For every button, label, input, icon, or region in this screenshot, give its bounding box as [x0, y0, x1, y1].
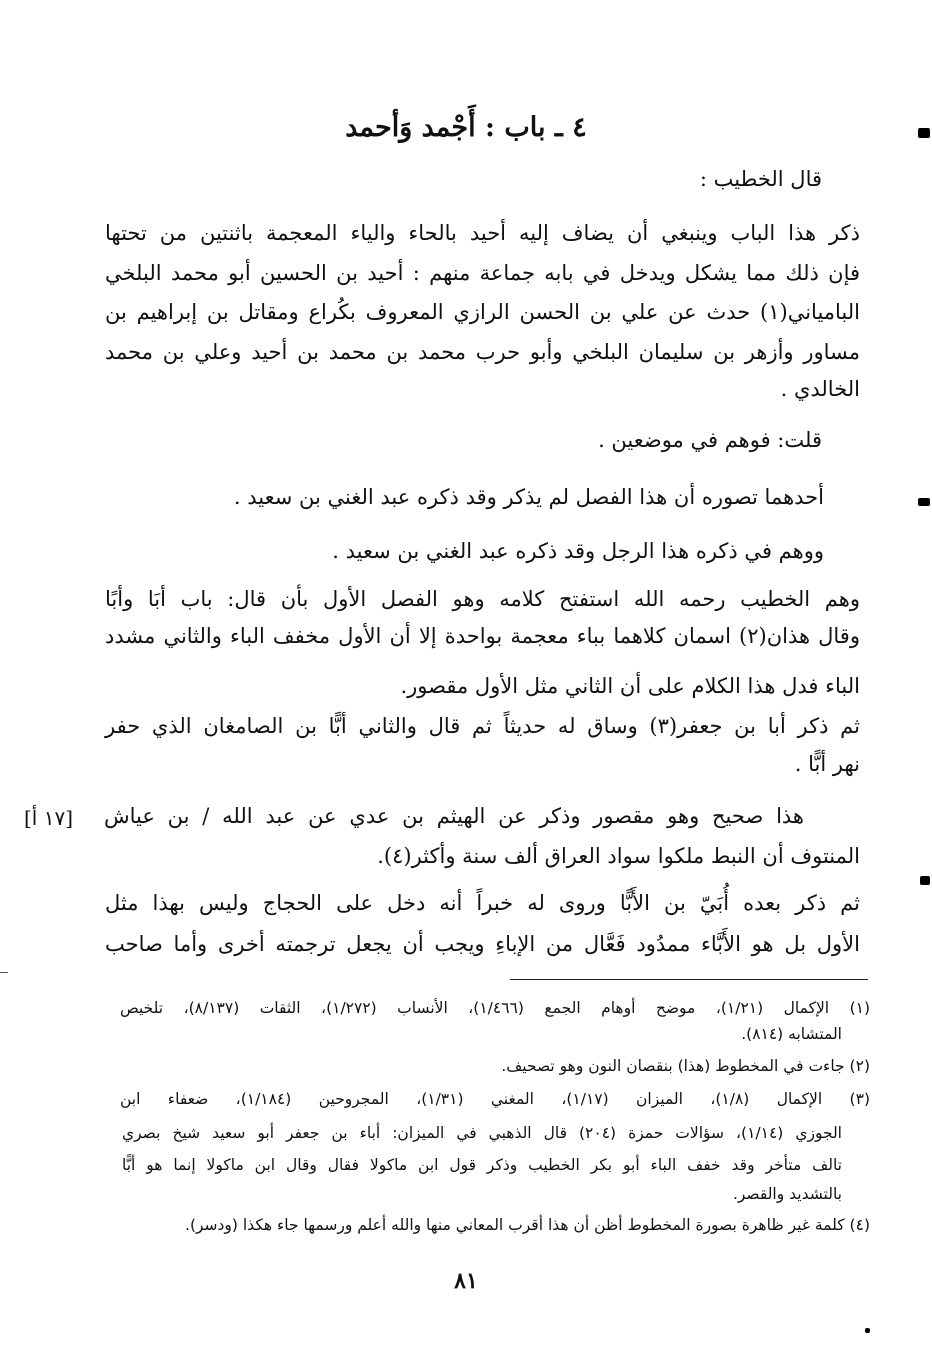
footnote-line: تالف متأخر وقد خفف الباء أبو بكر الخطيب وذكر قول ابن ماكولا فقال وقال ابن ماكولا إنما هو أبًّا — [122, 1156, 842, 1174]
paragraph-line: المنتوف أن النبط ملكوا سواد العراق ألف سنة وأكثر(٤). — [377, 844, 860, 868]
paragraph-line: قال الخطيب : — [699, 167, 822, 191]
paragraph-line: الخالدي . — [780, 377, 860, 401]
footnote-line: (٢) جاءت في المخطوط (هذا) بنقصان النون وهو تصحيف. — [501, 1057, 870, 1075]
paragraph-line: البامياني(١) حدث عن علي بن الحسن الرازي المعروف بكُراع ومقاتل بن إبراهيم بن — [105, 300, 860, 324]
footnote-line: (١) الإكمال (١/٢١)، موضح أوهام الجمع (١/٤٦٦)، الأنساب (١/٢٧٢)، الثقات (٨/١٣٧)، تلخيص — [120, 999, 871, 1017]
scan-mark — [918, 498, 930, 506]
paragraph-line: هذا صحيح وهو مقصور وذكر عن الهيثم بن عدي عن عبد الله / بن عياش — [104, 804, 804, 828]
footnote-line: بالتشديد والقصر. — [732, 1185, 842, 1203]
scan-mark — [865, 1328, 870, 1333]
paragraph-line: ذكر هذا الباب وينبغي أن يضاف إليه أحيد بالحاء والياء المعجمة باثنتين من تحتها — [105, 221, 860, 245]
scan-mark — [0, 972, 8, 973]
page-number: ٨١ — [454, 1268, 478, 1294]
paragraph-line: أحدهما تصوره أن هذا الفصل لم يذكر وقد ذكره عبد الغني بن سعيد . — [233, 485, 824, 509]
footnote-line: الجوزي (١/١٤)، سؤالات حمزة (٢٠٤) قال الذهبي في الميزان: أباء بن جعفر أبو سعيد شيخ بصري — [122, 1124, 842, 1142]
paragraph-line: وهم الخطيب رحمه الله استفتح كلامه وهو الفصل الأول بأن قال: باب أبَا وأبًا — [105, 587, 860, 611]
footnote-separator — [510, 979, 868, 980]
paragraph-line: ووهم في ذكره هذا الرجل وقد ذكره عبد الغني بن سعيد . — [332, 539, 824, 563]
footnote-line: المتشابه (٨١٤). — [741, 1025, 842, 1043]
paragraph-line: قلت: فوهم في موضعين . — [598, 428, 822, 452]
folio-marker: [١٧ أ] — [24, 806, 74, 830]
paragraph-line: نهر أبًّا . — [794, 752, 860, 776]
paragraph-line: الأول بل هو الأَبَّاء ممدُود فَعَّال من الإباءِ ويجب أن يجعل ترجمته أخرى وأما صاحب — [105, 932, 860, 956]
paragraph-line: الباء فدل هذا الكلام على أن الثاني مثل الأول مقصور. — [400, 674, 860, 698]
footnote-line: (٣) الإكمال (١/٨)، الميزان (١/١٧)، المغني (١/٣١)، المجروحين (١/١٨٤)، ضعفاء ابن — [120, 1090, 870, 1108]
paragraph-line: مساور وأزهر بن سليمان البلخي وأبو حرب محمد بن محمد بن أحيد وعلي بن محمد — [105, 340, 860, 364]
chapter-title: ٤ ـ باب : أَجْمد وَأحمد — [345, 112, 587, 143]
paragraph-line: فإن ذلك مما يشكل ويدخل في بابه جماعة منهم : أحيد بن الحسين أبو محمد البلخي — [105, 261, 861, 285]
scan-mark — [920, 876, 930, 885]
footnote-line: (٤) كلمة غير ظاهرة بصورة المخطوط أظن أن هذا أقرب المعاني منها والله أعلم ورسمها جاء هكذا (ودسر). — [185, 1216, 870, 1234]
paragraph-line: وقال هذان(٢) اسمان كلاهما بباء معجمة بواحدة إلا أن الأول مخفف الباء والثاني مشدد — [105, 624, 860, 648]
paragraph-line: ثم ذكر بعده أُبَيّ بن الأَبًّا وروى له خبراً أنه دخل على الحجاج وليس بهذا مثل — [105, 891, 860, 915]
paragraph-line: ثم ذكر أبا بن جعفر(٣) وساق له حديثاً ثم قال والثاني أبًّا بن الصامغان الذي حفر — [105, 714, 860, 738]
